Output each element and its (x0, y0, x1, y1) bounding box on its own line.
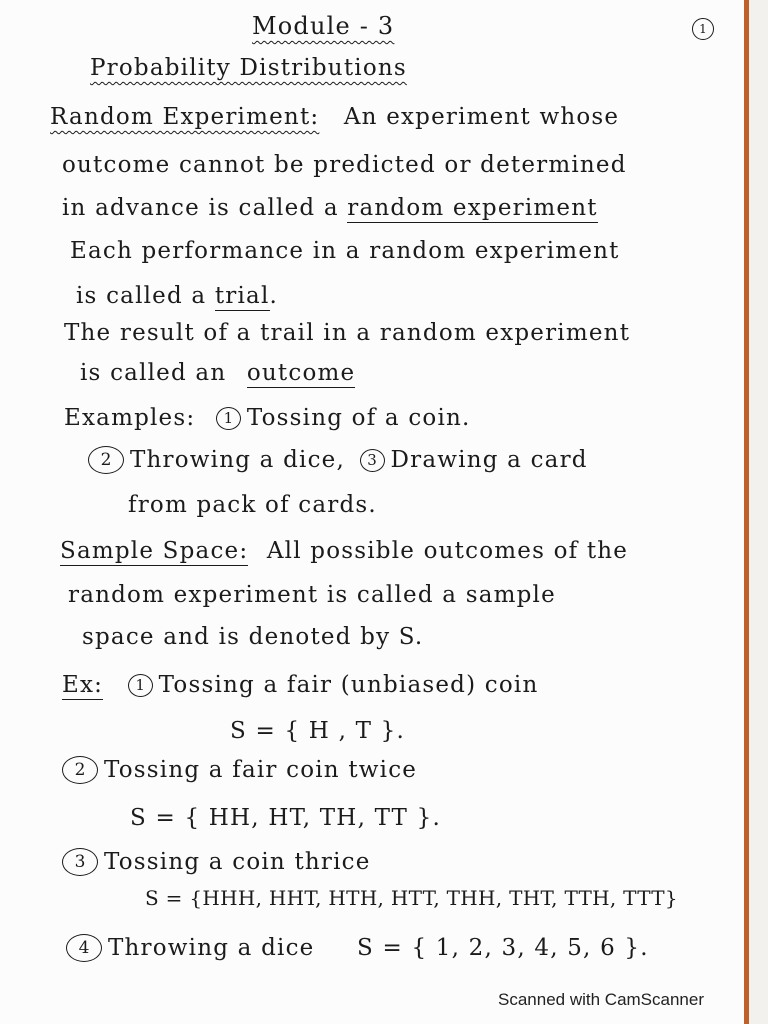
definition-line: space and is denoted by S. (82, 624, 424, 650)
text-fragment: All possible outcomes of the (266, 538, 629, 564)
topic-heading: Probability Distributions (90, 55, 407, 81)
example-text: Tossing a coin thrice (104, 849, 371, 875)
definition-line: random experiment is called a sample (68, 582, 556, 608)
definition-line: outcome cannot be predicted or determined (62, 152, 627, 178)
module-title: Module - 3 (252, 12, 395, 40)
underlined-term: trial (214, 283, 270, 309)
example-line (62, 848, 371, 876)
examples-label: Examples: (64, 405, 196, 431)
example-text: Throwing a dice (108, 935, 315, 961)
text-fragment: An experiment whose (343, 104, 620, 130)
sample-space-set: S = { 1, 2, 3, 4, 5, 6 }. (357, 935, 649, 961)
example-line (62, 756, 417, 784)
example-text: Tossing of a coin. (246, 405, 471, 431)
number-circle: 1 (128, 674, 153, 697)
definition-line: is called a trial. (76, 283, 279, 309)
definition-line (62, 195, 598, 221)
example-line (66, 934, 649, 962)
example-text: Throwing a dice, (130, 447, 345, 473)
examples-line (88, 446, 588, 474)
ex-label: Ex: (62, 672, 104, 698)
number-circle: 3 (62, 848, 98, 876)
underlined-term: random experiment (347, 195, 598, 221)
number-circle: 2 (88, 446, 124, 474)
examples-line (64, 405, 471, 431)
text-fragment: is called a (76, 283, 207, 309)
sample-space-set: S = { H , T }. (230, 718, 405, 744)
number-circle: 3 (360, 449, 385, 472)
text-fragment: is called an (80, 360, 227, 386)
definition-line: Each performance in a random experiment (70, 238, 620, 264)
page-edge (749, 0, 768, 1024)
number-circle: 2 (62, 756, 98, 784)
example-text: Tossing a fair coin twice (104, 757, 418, 783)
definition-line (60, 538, 628, 564)
number-circle: 4 (66, 934, 102, 962)
text-fragment: in advance is called a (62, 195, 339, 221)
definition-line (80, 360, 355, 386)
sample-space-set: S = { HH, HT, TH, TT }. (130, 805, 441, 831)
number-circle: 1 (216, 407, 241, 430)
definition-line (50, 104, 619, 130)
example-text: Drawing a card (390, 447, 588, 473)
example-text: Tossing a fair (unbiased) coin (158, 672, 539, 698)
scanner-watermark: Scanned with CamScanner (498, 990, 705, 1009)
term-random-experiment: Random Experiment: (50, 104, 320, 130)
example-line (62, 672, 538, 698)
examples-line: from pack of cards. (128, 492, 377, 518)
definition-line: The result of a trail in a random experiment (64, 320, 631, 346)
page-number: 1 (692, 18, 714, 40)
sample-space-set: S = {HHH, HHT, HTH, HTT, THH, THT, TTH, TTT} (145, 886, 678, 910)
underlined-term: outcome (246, 360, 356, 386)
term-sample-space: Sample Space: (60, 538, 249, 564)
